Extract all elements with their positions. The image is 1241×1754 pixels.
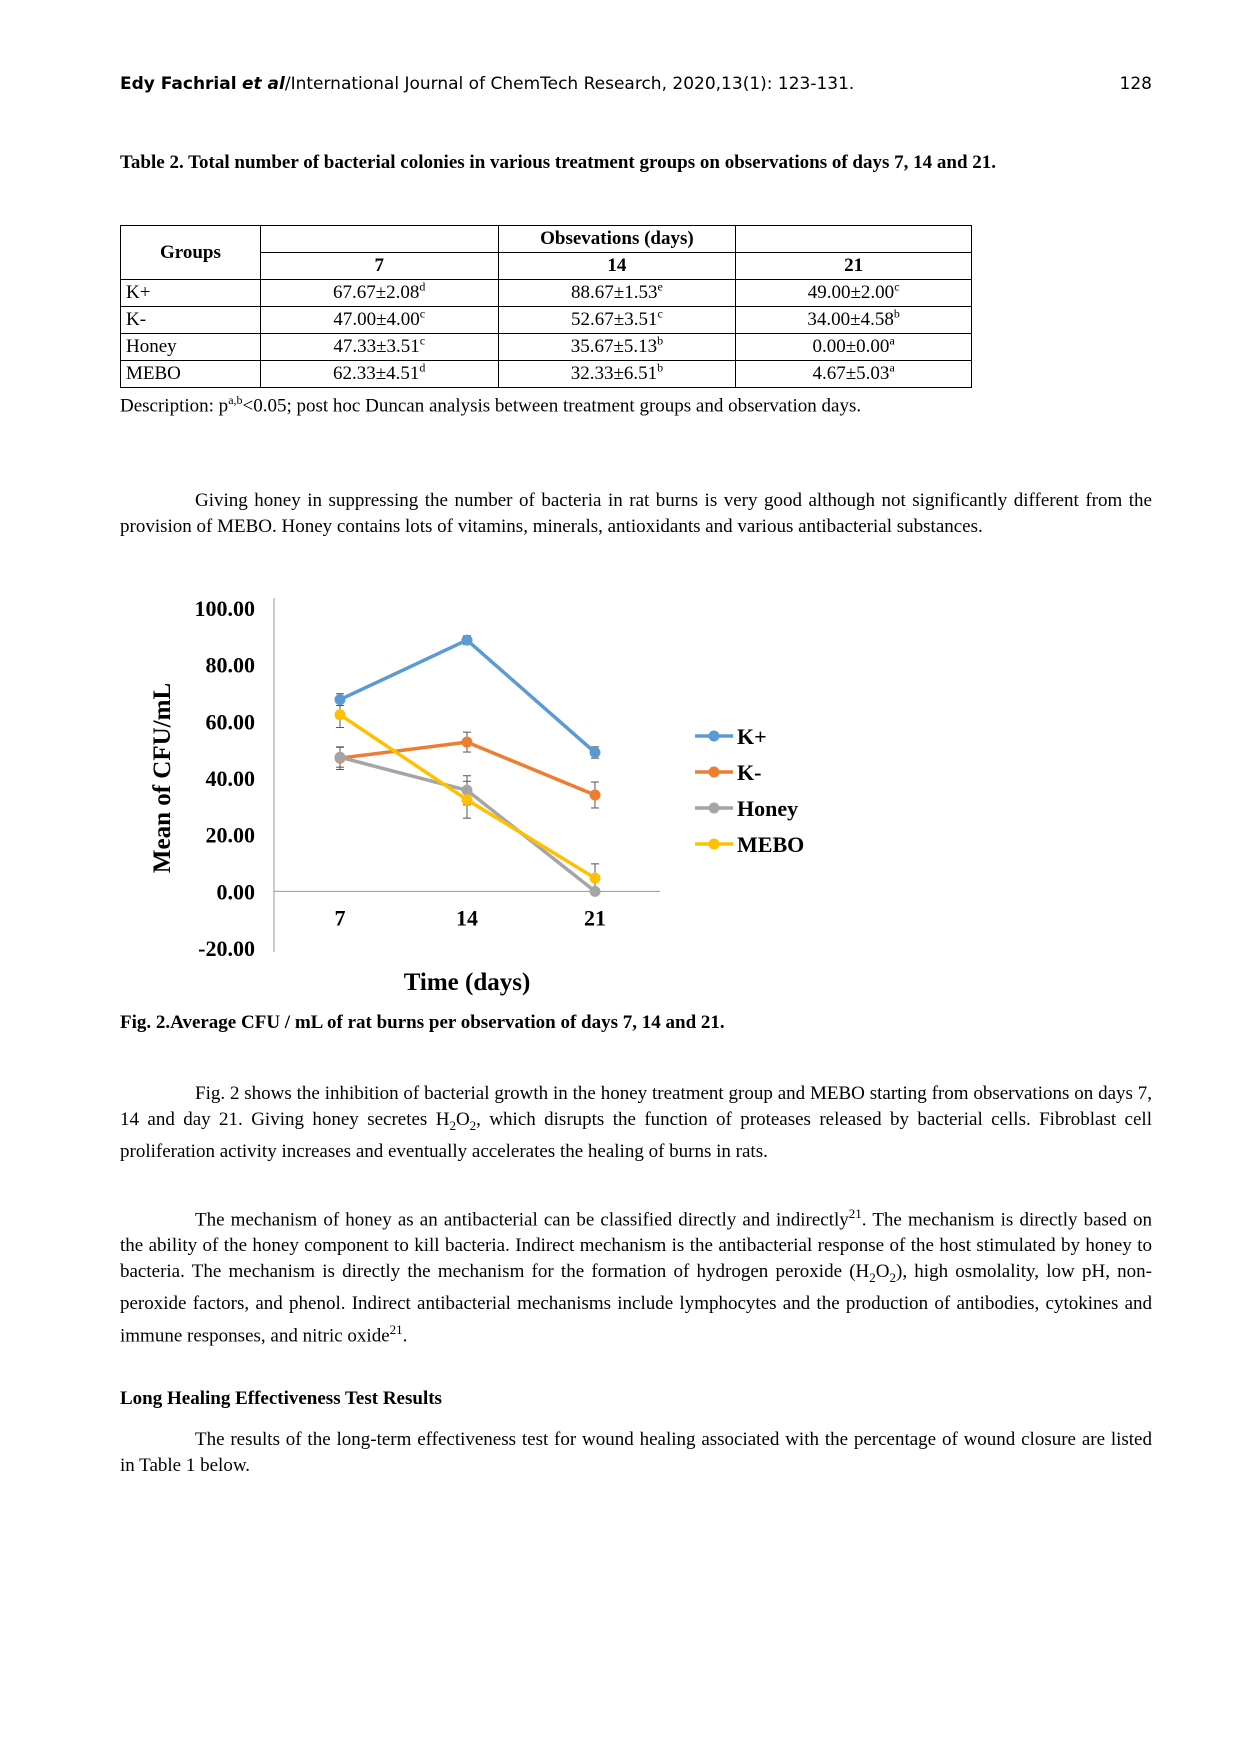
running-head (120, 74, 1152, 104)
data-point (462, 737, 473, 748)
value-cell: 52.67±3.51$^c$ (498, 307, 736, 334)
cfu-line-chart (140, 590, 840, 1000)
results-table (120, 225, 972, 388)
value-cell: 62.33±4.51$^d$ (260, 361, 498, 388)
legend-marker (709, 767, 720, 778)
legend-marker (709, 803, 720, 814)
data-point (590, 790, 601, 801)
observations-header-blank-right (736, 226, 972, 253)
value-cell: 67.67±2.08$^d$ (260, 280, 498, 307)
x-axis-label: Time (days) (403, 969, 531, 996)
paragraph-4: The results of the long-term effectiveness test for wound healing associated with the percentage of wound closure are listed in Table 1 below. (120, 1429, 1152, 1476)
value-cell: 4.67±5.03$^a$ (736, 361, 972, 388)
table-row (121, 280, 972, 307)
legend-marker (709, 839, 720, 850)
group-cell: MEBO (121, 361, 261, 388)
table-row (121, 361, 972, 388)
value-cell: 32.33±6.51$^b$ (498, 361, 736, 388)
section-heading: Long Healing Effectiveness Test Results (120, 1388, 442, 1409)
y-tick-label: 60.00 (205, 709, 255, 735)
legend-marker (709, 731, 720, 742)
legend-entry: K+ (737, 724, 767, 749)
table-row (121, 334, 972, 361)
value-cell: 88.67±1.53$^e$ (498, 280, 736, 307)
observations-header-blank-left (260, 226, 498, 253)
table-row (121, 307, 972, 334)
data-point (462, 635, 473, 646)
group-cell: K+ (121, 280, 261, 307)
day-header: 21 (736, 253, 972, 280)
day-header: 7 (260, 253, 498, 280)
y-tick-label: 80.00 (205, 652, 255, 678)
y-axis-label: Mean of CFU/mL (149, 682, 176, 874)
value-cell: 47.33±3.51$^c$ (260, 334, 498, 361)
data-point (335, 694, 346, 705)
observations-header: Obsevations (days) (498, 226, 736, 253)
paragraph-2: Fig. 2 shows the inhibition of bacterial growth in the honey treatment group and MEBO starting from observations on days 7, 14 and day 21. Giving honey secretes $H_2O_2$, which disrupts the function of proteases released by bacterial cells. Fibroblast cell proliferation activity increases and eventually accelerates the healing of burns in rats. (120, 1083, 1152, 1162)
data-point (590, 747, 601, 758)
x-tick-label: 7 (334, 905, 346, 931)
value-cell: 47.00±4.00$^c$ (260, 307, 498, 334)
y-tick-label: 0.00 (216, 879, 255, 905)
paragraph-3: The mechanism of honey as an antibacterial can be classified directly and indirectly$^{21}$. The mechanism is directly based on the ability of the honey component to kill bacteria. Indirect mechanism is the antibacterial response of the host stimulated by honey to bacteria. The mechanism is directly the mechanism for the formation of hydrogen peroxide $(H_2O_2)$, high osmolality, low pH, non-peroxide factors, and phenol. Indirect antibacterial mechanisms include lymphocytes and the production of antibodies, cytokines and immune responses, and nitric oxide$^{21}$. (120, 1206, 1152, 1347)
value-cell: 49.00±2.00$^c$ (736, 280, 972, 307)
data-point (590, 886, 601, 897)
table-caption: Table 2. Total number of bacterial colonies in various treatment groups on observations of days 7, 14 and 21. (120, 152, 997, 173)
value-cell: 35.67±5.13$^b$ (498, 334, 736, 361)
groups-header: Groups (121, 226, 261, 280)
y-tick-label: 100.00 (194, 596, 255, 621)
figure-caption: Fig. 2.Average CFU / mL of rat burns per observation of days 7, 14 and 21. (120, 1012, 725, 1033)
legend-entry: K- (737, 760, 762, 785)
table-note: Description: $p^{a,b}<0.05$; post hoc Duncan analysis between treatment groups and observation days. (120, 393, 862, 417)
header-journal: /International Journal of ChemTech Research, 2020,13(1): 123-131. (284, 74, 855, 94)
header-author: Edy Fachrial (120, 74, 237, 94)
y-tick-label: -20.00 (198, 936, 255, 961)
group-cell: Honey (121, 334, 261, 361)
data-point (462, 794, 473, 805)
legend-entry: Honey (737, 796, 799, 821)
x-tick-label: 14 (456, 905, 478, 931)
data-point (462, 785, 473, 796)
y-tick-label: 40.00 (205, 766, 255, 791)
value-cell: 34.00±4.58$^b$ (736, 307, 972, 334)
data-point (335, 709, 346, 720)
header-etal: et al (241, 74, 285, 94)
x-tick-label: 21 (584, 905, 606, 931)
data-point (590, 873, 601, 884)
value-cell: 0.00±0.00$^a$ (736, 334, 972, 361)
paragraph-1: Giving honey in suppressing the number of bacteria in rat burns is very good although not significantly different from the provision of MEBO. Honey contains lots of vitamins, minerals, antioxidants and various antibacterial substances. (120, 490, 1152, 537)
group-cell: K- (121, 307, 261, 334)
y-tick-label: 20.00 (205, 822, 255, 848)
page-number: 128 (1119, 74, 1152, 94)
day-header: 14 (498, 253, 736, 280)
data-point (335, 752, 346, 763)
legend-entry: MEBO (737, 832, 805, 857)
